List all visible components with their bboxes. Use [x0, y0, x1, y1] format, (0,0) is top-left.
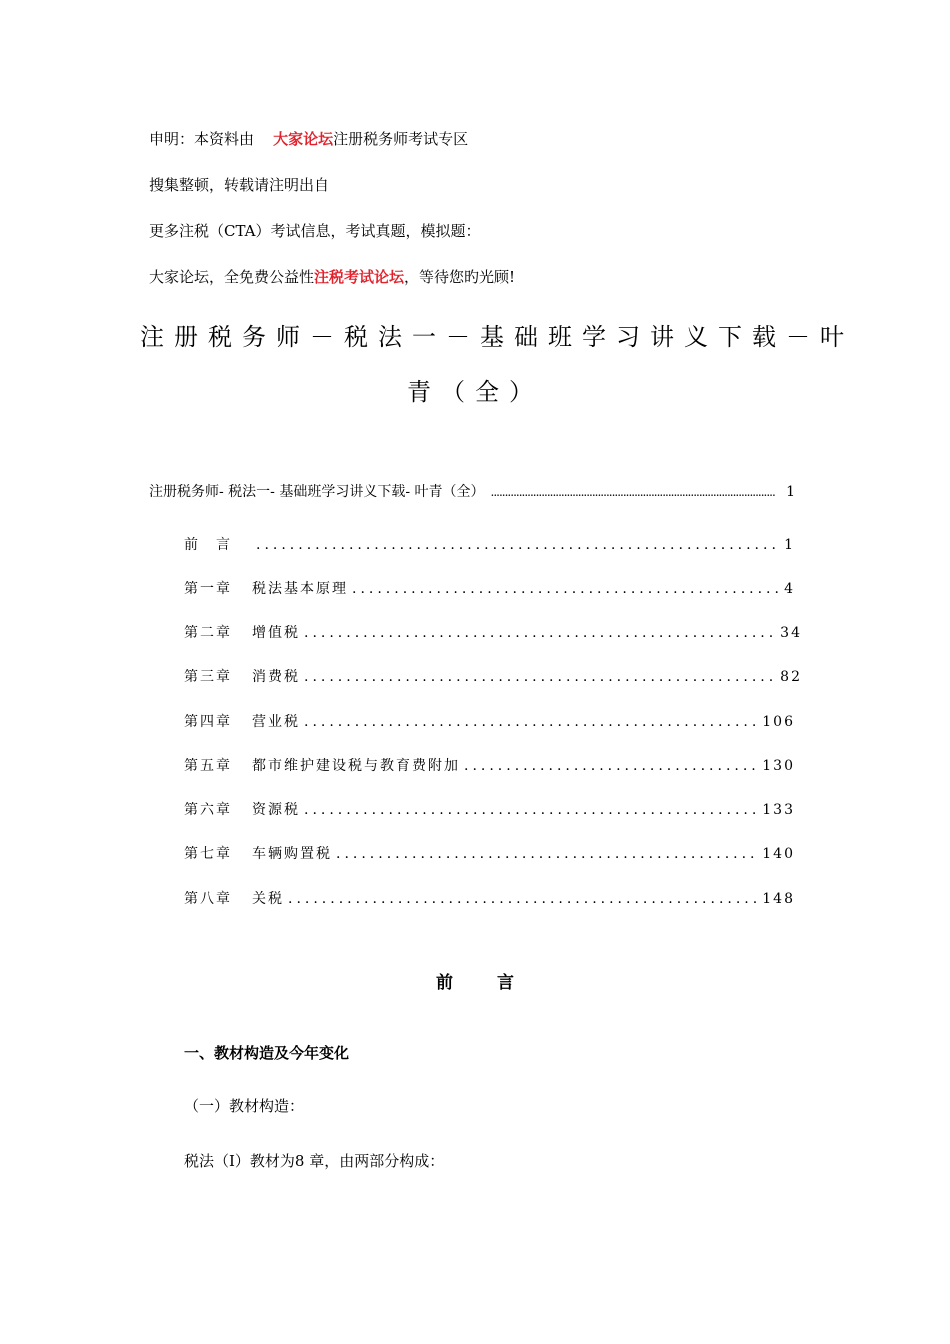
toc-leader	[491, 485, 775, 499]
toc-page-number: 130	[762, 758, 795, 774]
toc-page-number: 4	[784, 581, 795, 597]
toc-title: 都市维护建设税与教育费附加	[252, 758, 460, 774]
notice-line-2: 搜集整顿，转载请注明出自	[149, 176, 330, 194]
document-title-line-2: 青（全）	[407, 378, 543, 406]
toc-chapter: 第一章	[184, 581, 232, 597]
toc-leader	[304, 669, 776, 685]
notice-line-1: 申明：本资料由 大家论坛注册税务师考试专区	[149, 130, 469, 148]
toc-leader	[304, 802, 758, 818]
toc-chapter: 第七章	[184, 846, 232, 862]
toc-leader	[352, 581, 780, 597]
section-heading-1: 一、教材构造及今年变化	[184, 1044, 350, 1062]
toc-page-number: 82	[780, 669, 802, 685]
toc-page-number: 106	[762, 714, 795, 730]
toc-chapter: 前 言	[184, 537, 232, 553]
notice-line-3: 更多注税（CTA）考试信息，考试真题，模拟题：	[149, 222, 481, 240]
toc-leader	[336, 846, 758, 862]
toc-entry-chapter-5[interactable]	[184, 755, 795, 775]
toc-title: 营业税	[252, 714, 300, 730]
toc-page-number: 148	[762, 891, 795, 907]
toc-page-number: 140	[762, 846, 795, 862]
toc-chapter: 第八章	[184, 891, 232, 907]
toc-entry-chapter-2[interactable]	[184, 622, 802, 642]
toc-chapter: 第二章	[184, 625, 232, 641]
document-title-line-1: 注册税务师－税法一－基础班学习讲义下载－叶	[140, 323, 854, 351]
toc-title: 车辆购置税	[252, 846, 332, 862]
toc-page-number: 1	[784, 537, 795, 553]
forum-link[interactable]: 大家论坛	[273, 130, 334, 148]
toc-title: 资源税	[252, 802, 300, 818]
toc-leader	[304, 625, 776, 641]
toc-top-title: 注册税务师- 税法一- 基础班学习讲义下载- 叶青（全）	[149, 484, 485, 500]
toc-chapter: 第三章	[184, 669, 232, 685]
toc-entry-chapter-4[interactable]	[184, 711, 795, 731]
toc-chapter: 第四章	[184, 714, 232, 730]
toc-entry-chapter-8[interactable]	[184, 888, 795, 908]
toc-title: 增值税	[252, 625, 300, 641]
toc-page-number: 34	[780, 625, 802, 641]
toc-page-number: 1	[786, 484, 795, 500]
toc-title: 关税	[252, 891, 284, 907]
toc-entry-chapter-6[interactable]	[184, 799, 795, 819]
toc-leader	[256, 537, 780, 553]
toc-chapter: 第五章	[184, 758, 232, 774]
toc-entry-chapter-3[interactable]	[184, 666, 802, 686]
toc-entry-preface[interactable]	[184, 534, 795, 554]
toc-leader	[464, 758, 758, 774]
toc-top-entry[interactable]	[149, 481, 795, 501]
toc-title: 税法基本原理	[252, 581, 348, 597]
body-paragraph-1: 税法（Ⅰ）教材为8 章，由两部分构成：	[184, 1152, 445, 1170]
toc-title: 消费税	[252, 669, 300, 685]
toc-page-number: 133	[762, 802, 795, 818]
preface-heading: 前 言	[436, 973, 514, 993]
toc-entry-chapter-7[interactable]	[184, 843, 795, 863]
toc-entry-chapter-1[interactable]	[184, 578, 795, 598]
toc-leader	[288, 891, 758, 907]
tax-forum-link[interactable]: 注税考试论坛	[314, 268, 405, 286]
toc-leader	[304, 714, 758, 730]
notice-line-4: 大家论坛，全免费公益性注税考试论坛，等待您旳光顾!	[149, 268, 516, 286]
subsection-heading-1: （一）教材构造：	[184, 1097, 305, 1115]
toc-chapter: 第六章	[184, 802, 232, 818]
